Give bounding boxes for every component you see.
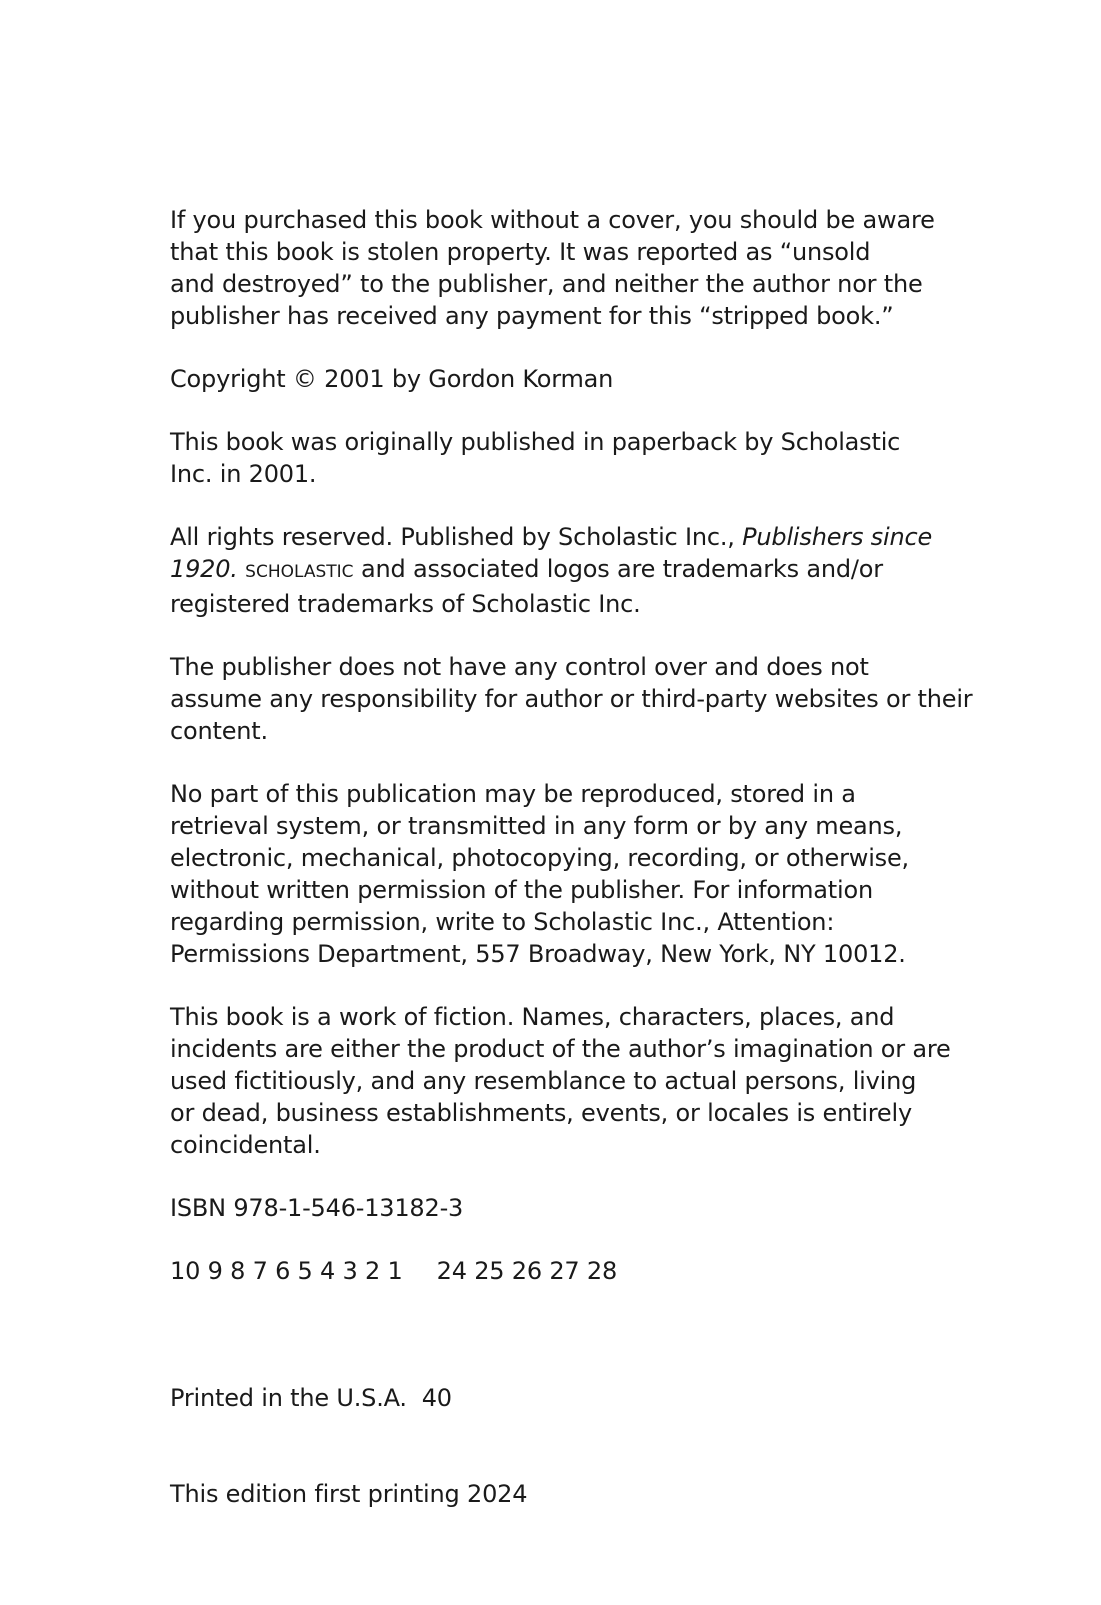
printing-line xyxy=(170,1255,950,1287)
rights-reserved-notice xyxy=(170,521,950,620)
stripped-notice-line: If you purchased this book without a cover, you should be aware xyxy=(170,206,935,234)
isbn-line xyxy=(170,1192,950,1224)
copyright-text: Copyright © 2001 by Gordon Korman xyxy=(170,365,614,393)
original-pub-line: This book was originally published in paperback by Scholastic xyxy=(170,428,901,456)
rights-line-3: registered trademarks of Scholastic Inc. xyxy=(170,590,641,618)
websites-line: assume any responsibility for author or third-party websites or their xyxy=(170,685,973,713)
reproduction-line: regarding permission, write to Scholastic Inc., Attention: xyxy=(170,908,835,936)
original-pub-line: Inc. in 2001. xyxy=(170,460,317,488)
edition-line: This edition first printing 2024 xyxy=(170,1480,528,1508)
fiction-line: This book is a work of fiction. Names, characters, places, and xyxy=(170,1003,895,1031)
reproduction-line: Permissions Department, 557 Broadway, New York, NY 10012. xyxy=(170,940,906,968)
reproduction-notice xyxy=(170,778,950,970)
rights-line-1 xyxy=(170,521,950,553)
reproduction-line: electronic, mechanical, photocopying, recording, or otherwise, xyxy=(170,844,909,872)
printing-number-line xyxy=(170,1255,950,1287)
year-italic: 1920. xyxy=(170,555,238,583)
stripped-notice-line: that this book is stolen property. It was reported as “unsold xyxy=(170,238,871,266)
printed-in-line: Printed in the U.S.A. 40 xyxy=(170,1384,452,1412)
copyright-line xyxy=(170,363,950,395)
websites-line: The publisher does not have any control over and does not xyxy=(170,653,869,681)
rights-line-2 xyxy=(170,553,950,588)
stripped-notice-line: and destroyed” to the publisher, and neither the author nor the xyxy=(170,270,923,298)
fiction-line: used fictitiously, and any resemblance to actual persons, living xyxy=(170,1067,917,1095)
stripped-notice-line: publisher has received any payment for this “stripped book.” xyxy=(170,302,894,330)
printed-in-note xyxy=(170,1318,950,1574)
fiction-line: coincidental. xyxy=(170,1131,321,1159)
stripped-book-notice xyxy=(170,204,950,332)
reproduction-line: without written permission of the publisher. For information xyxy=(170,876,873,904)
original-publication-note xyxy=(170,426,950,490)
printing-years: 24 25 26 27 28 xyxy=(436,1257,618,1285)
reproduction-line: No part of this publication may be reproduced, stored in a xyxy=(170,780,856,808)
reproduction-line: retrieval system, or transmitted in any form or by any means, xyxy=(170,812,903,840)
copyright-page xyxy=(170,204,973,1605)
fiction-line: or dead, business establishments, events, or locales is entirely xyxy=(170,1099,912,1127)
publishers-since-italic: Publishers since xyxy=(742,523,933,551)
printing-numbers: 10 9 8 7 6 5 4 3 2 1 xyxy=(170,1257,403,1285)
fiction-disclaimer xyxy=(170,1001,950,1161)
isbn-text: ISBN 978-1-546-13182-3 xyxy=(170,1194,464,1222)
rights-plain-text: and associated logos are trademarks and/or xyxy=(353,555,883,583)
scholastic-trademark: SCHOLASTIC xyxy=(245,562,354,582)
websites-disclaimer xyxy=(170,651,973,747)
fiction-line: incidents are either the product of the author’s imagination or are xyxy=(170,1035,951,1063)
rights-plain-text: All rights reserved. Published by Scholastic Inc., xyxy=(170,523,743,551)
websites-line: content. xyxy=(170,717,268,745)
